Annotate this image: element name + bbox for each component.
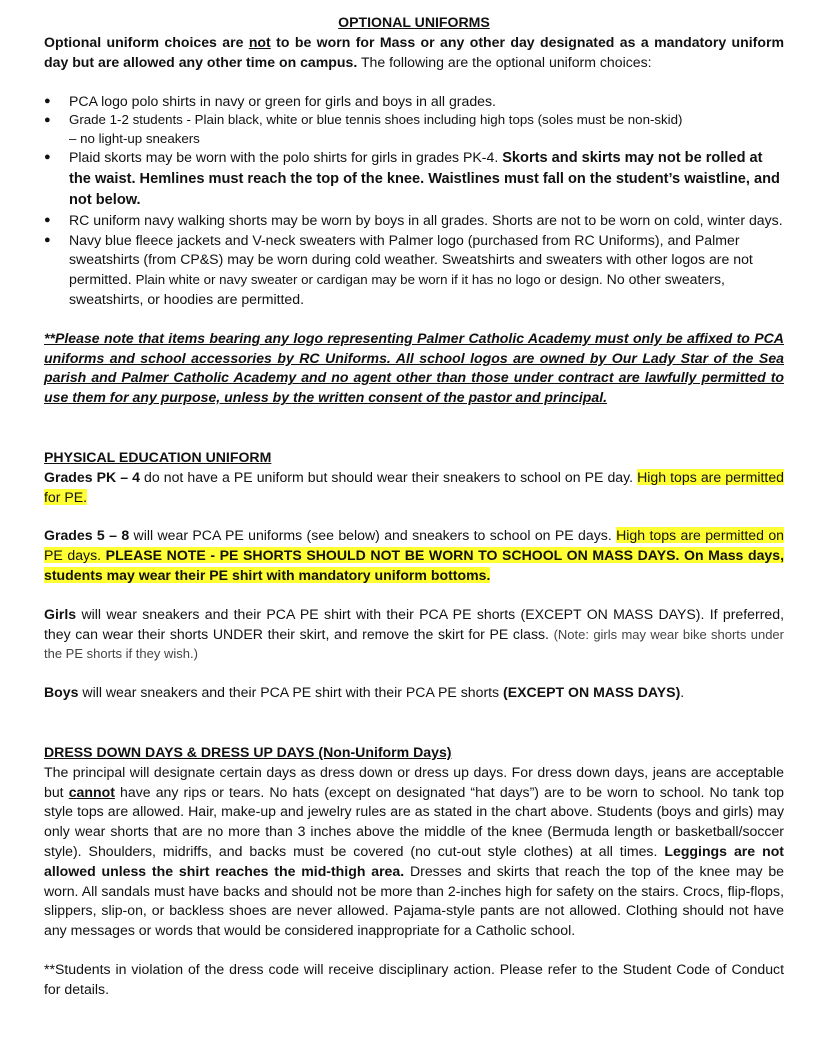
optional-intro: Optional uniform choices are not to be worn for Mass or any other day designated as a mandatory uniform day but are allowed any other time on campus. The following are the optional uniform choices: [44,34,785,70]
pe-girls-paragraph: Girls will wear sneakers and their PCA PE shirt with their PCA PE shorts (EXCEPT ON MASS DAYS). If preferred, they can wear their shorts UNDER their skirt, and remove the skirt for PE class. (Note: girls may wear bike shorts under the PE shorts if they wish.) [44,605,784,662]
dress-down-heading: DRESS DOWN DAYS & DRESS UP DAYS (Non-Uniform Days) [44,743,452,760]
pe-boys-paragraph: Boys will wear sneakers and their PCA PE shirt with their PCA PE shorts (EXCEPT ON MASS DAYS). [44,684,685,701]
highlight: High tops are permitted for PE. [44,468,784,505]
list-item: ● Navy blue fleece jackets and V-neck sweaters with Palmer logo (purchased from RC Uniforms), and Palmer sweatshirts (from CP&S) may be worn during cold weather. Sweatshirts and sweaters with other logos are not permitted. Plain white or navy sweater or cardigan may be worn if it has no logo or design. No other sweaters, sweatshirts, or hoodies are permitted. [44,231,784,310]
logo-notice: **Please note that items bearing any logo representing Palmer Catholic Academy must only be affixed to PCA uniforms and school accessories by RC Uniforms. All school logos are owned by Our Lady Star of the Sea parish and Palmer Catholic Academy and no agent other than those under contract are lawfully permitted to use them for any purpose, unless by the written consent of the pastor and principal. [44,329,784,406]
list-item: ● Plaid skorts may be worn with the polo shirts for girls in grades PK-4. Skorts and skirts may not be rolled at the waist. Hemlines must reach the top of the knee. Waistlines must fall on the student’s waistline, and not below. [44,148,784,210]
pe-g58-paragraph: Grades 5 – 8 will wear PCA PE uniforms (see below) and sneakers to school on PE days. High tops are permitted on PE days. PLEASE NOTE - PE SHORTS SHOULD NOT BE WORN TO SCHOOL ON MASS DAYS. On Mass days, students may wear their PE shirt with mandatory uniform bottoms. [44,527,785,583]
optional-uniform-list [44,92,784,310]
pe-uniform-heading: PHYSICAL EDUCATION UNIFORM [44,448,272,465]
violation-note: **Students in violation of the dress code will receive disciplinary action. Please refer to the Student Code of Conduct for details. [44,960,784,997]
not-emphasis: not [248,34,271,50]
pe-pk4-paragraph: Grades PK – 4 do not have a PE uniform but should wear their sneakers to school on PE day. High tops are permitted for PE. [44,468,784,505]
highlight-bold: PLEASE NOTE - PE SHORTS SHOULD NOT BE WORN TO SCHOOL ON MASS DAYS. On Mass days, students may wear their PE shirt with mandatory uniform bottoms. [44,547,785,583]
list-item: ● Grade 1-2 students - Plain black, white or blue tennis shoes including high tops (soles must be non-skid) – no light-up sneakers [44,111,784,148]
document-page [44,13,784,999]
list-item: ● PCA logo polo shirts in navy or green for girls and boys in all grades. [44,92,784,112]
list-item: ● RC uniform navy walking shorts may be worn by boys in all grades. Shorts are not to be worn on cold, winter days. [44,211,784,231]
highlight: High tops are permitted on PE days. [44,527,785,564]
optional-uniforms-title: OPTIONAL UNIFORMS [338,14,490,30]
dress-down-paragraph: The principal will designate certain days as dress down or dress up days. For dress down days, jeans are acceptable but cannot have any rips or tears. No hats (except on designated “hat days”) are to be worn to school. No tank top style tops are allowed. Hair, make-up and jewelry rules are as stated in the chart above. Students (boys and girls) may only wear shorts that are no more than 3 inches above the middle of the knee (Bermuda length or basketball/soccer style). Shoulders, midriffs, and backs must be covered (no cut-out style clothes) at all times. Leggings are not allowed unless the shirt reaches the mid-thigh area. Dresses and skirts that reach the top of the knee may be worn. All sandals must have backs and should not be more than 2-inches high for safety on the stairs. Crocs, flip-flops, slippers, slip-on, or backless shoes are never allowed. Pajama-style pants are not allowed. Clothing should not have any messages or words that would be considered inappropriate for a Catholic school. [44,763,785,939]
